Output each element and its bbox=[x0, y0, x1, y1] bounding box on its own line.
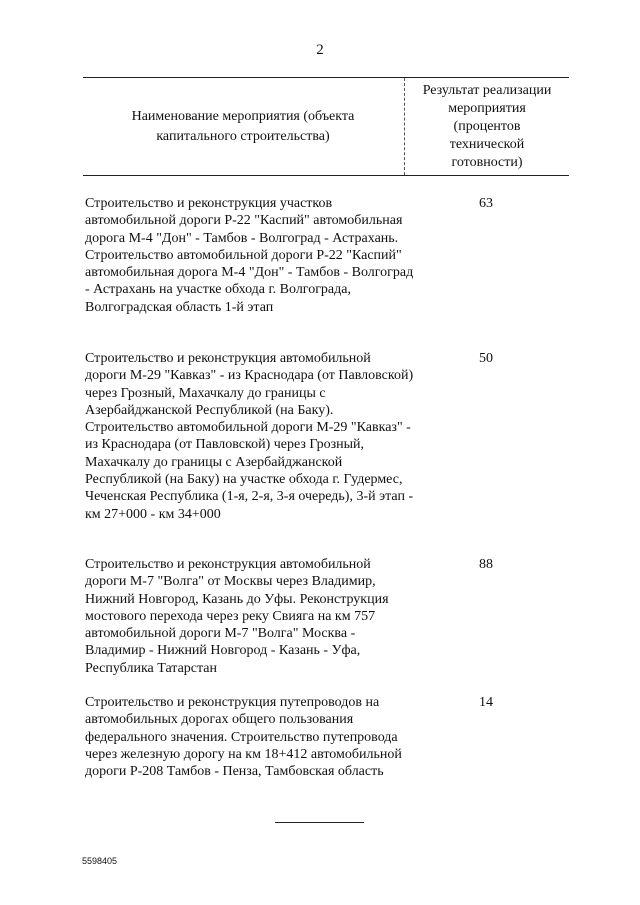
table-row bbox=[85, 195, 565, 316]
header-name-label: Наименование мероприятия (объекта капитального строительства) bbox=[131, 108, 355, 144]
row-value: 50 bbox=[479, 351, 493, 366]
header-result-column bbox=[405, 78, 569, 175]
end-separator-line bbox=[275, 822, 364, 823]
row-name: Строительство и реконструкция участков автомобильной дороги Р-22 "Каспий" автомобильная дорога М-4 "Дон" - Тамбов - Волгоград - Астрахань. Строительство автомобильной дороги Р-22 "Каспий" автомобильная дорога М-4 "Дон" - Тамбов - Волгоград - Астрахань на участке обхода г. Волгограда, Волгоградская область 1-й этап bbox=[85, 196, 414, 315]
row-name: Строительство и реконструкция путепроводов на автомобильных дорогах общего пользования федерального значения. Строительство путепровода через железную дорогу на км 18+412 автомобильной дороги Р-208 Тамбов - Пенза, Тамбовская область bbox=[85, 695, 402, 780]
table-row bbox=[85, 350, 565, 523]
table-row bbox=[85, 694, 565, 780]
table-row bbox=[85, 556, 565, 677]
page-number: 2 bbox=[316, 42, 324, 58]
header-name-column bbox=[83, 78, 403, 175]
document-code: 5598405 bbox=[82, 856, 118, 866]
row-value: 88 bbox=[479, 557, 493, 572]
table-header bbox=[83, 77, 569, 176]
row-value: 14 bbox=[479, 695, 493, 710]
header-result-label: Результат реализации мероприятия (процентов технической готовности) bbox=[422, 82, 552, 170]
row-value: 63 bbox=[479, 196, 493, 211]
row-name: Строительство и реконструкция автомобильной дороги М-29 "Кавказ" - из Краснодара (от Павловской) через Грозный, Махачкалу до границы с Азербайджанской Республикой (на Баку). Строительство автомобильной дороги М-29 "Кавказ" - из Краснодара (от Павловской) через Грозный, Махачкалу до границы с Азербайджанской Республикой (на Баку) на участке обхода г. Гудермес, Чеченская Республика (1-я, 2-я, 3-я очередь), 3-й этап - км 27+000 - км 34+000 bbox=[85, 351, 414, 522]
row-name: Строительство и реконструкция автомобильной дороги М-7 "Волга" от Москвы через Владимир, Нижний Новгород, Казань до Уфы. Реконструкция мостового перехода через реку Свияга на км 757 автомобильной дороги М-7 "Волга" Москва - Владимир - Нижний Новгород - Казань - Уфа, Республика Татарстан bbox=[85, 557, 389, 676]
